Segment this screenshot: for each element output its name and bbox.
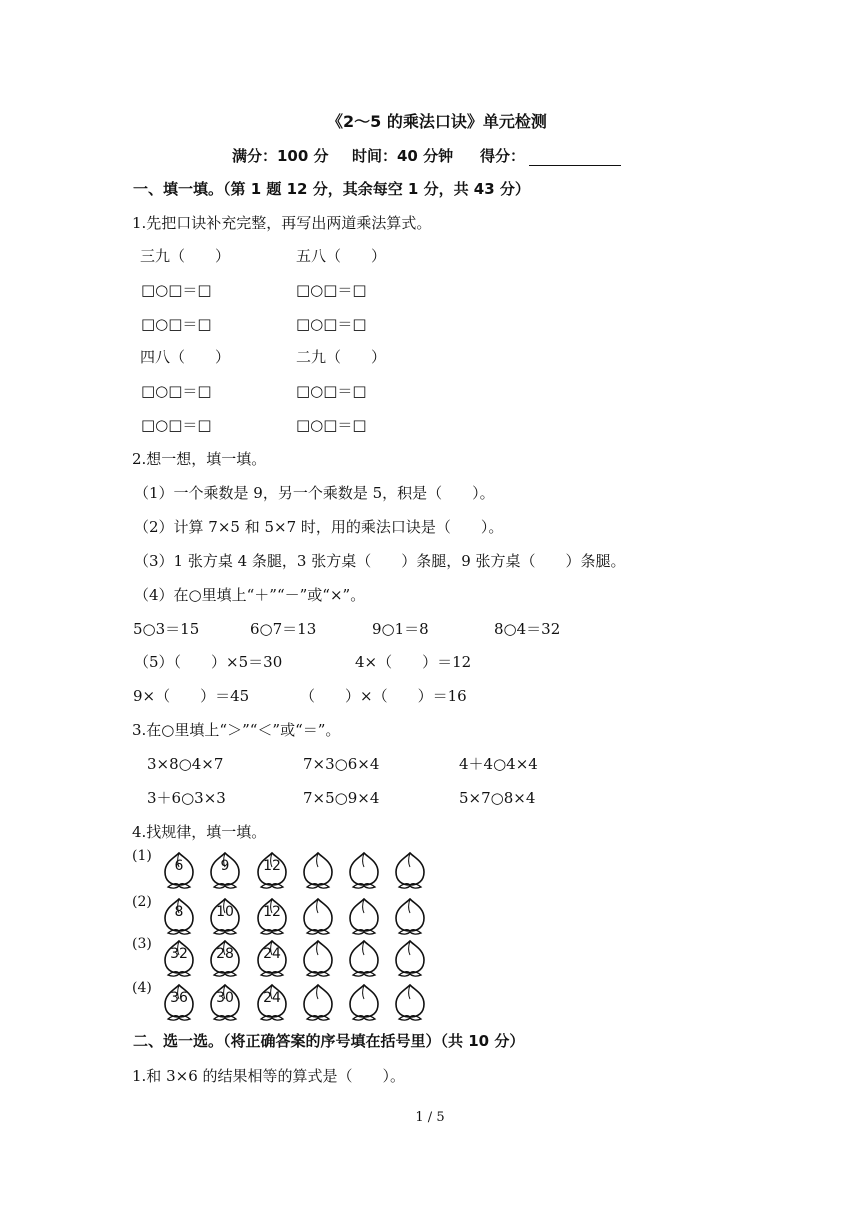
peach-given	[255, 850, 289, 890]
q1-eq-r4[interactable]: □○□＝□	[296, 416, 367, 434]
peach-blank[interactable]	[301, 850, 335, 890]
page-title: 《2～5 的乘法口诀》单元检测	[327, 112, 547, 131]
q4-prompt: 4.找规律，填一填。	[132, 823, 267, 841]
q3-cmp-2[interactable]: 7×3○6×4	[303, 755, 380, 773]
q1-eq-l2[interactable]: □○□＝□	[141, 315, 212, 333]
q2-sub2[interactable]: （2）计算 7×5 和 5×7 时，用的乘法口诀是（ ）。	[134, 518, 504, 536]
peach-number: 36	[170, 990, 188, 1006]
peach-given	[162, 982, 196, 1022]
peach-blank[interactable]	[393, 982, 427, 1022]
q1-left-mid[interactable]: 四八（ ）	[140, 348, 231, 366]
q1-eq-l3[interactable]: □○□＝□	[141, 382, 212, 400]
q2-sub5d[interactable]: （ ）×（ ）＝16	[300, 687, 467, 705]
q3-cmp-3[interactable]: 4＋4○4×4	[459, 755, 538, 773]
q2-sub1[interactable]: （1）一个乘数是 9，另一个乘数是 5，积是（ ）。	[134, 484, 495, 502]
q1-right-top[interactable]: 五八（ ）	[296, 247, 387, 265]
peach-number: 24	[263, 990, 281, 1006]
score-field[interactable]	[480, 146, 621, 166]
peach-number: 24	[263, 946, 281, 962]
full-score: 满分：100 分	[232, 147, 329, 165]
peach-blank[interactable]	[301, 982, 335, 1022]
q3-cmp-6[interactable]: 5×7○8×4	[459, 789, 536, 807]
peach-given	[255, 982, 289, 1022]
peach-given	[162, 850, 196, 890]
peach-given	[255, 938, 289, 978]
peach-given	[208, 896, 242, 936]
peach-blank[interactable]	[347, 938, 381, 978]
q2-prompt: 2.想一想，填一填。	[132, 450, 267, 468]
peach-number: 30	[216, 990, 234, 1006]
peach-given	[162, 896, 196, 936]
peach-blank[interactable]	[393, 938, 427, 978]
peach-given	[162, 938, 196, 978]
q3-cmp-4[interactable]: 3＋6○3×3	[147, 789, 226, 807]
page-number: 1 / 5	[415, 1110, 445, 1125]
peach-row-label: (2)	[132, 894, 152, 910]
peach-row-label: (4)	[132, 980, 152, 996]
peach-number: 10	[216, 904, 234, 920]
q2-op-4[interactable]: 8○4＝32	[494, 620, 561, 638]
peach-number: 32	[170, 946, 188, 962]
peach-blank[interactable]	[347, 850, 381, 890]
section1-heading: 一、填一填。（第 1 题 12 分，其余每空 1 分，共 43 分）	[133, 180, 530, 198]
q1-eq-r1[interactable]: □○□＝□	[296, 281, 367, 299]
s2-q1[interactable]: 1.和 3×6 的结果相等的算式是（ ）。	[132, 1067, 406, 1085]
peach-blank[interactable]	[347, 982, 381, 1022]
peach-blank[interactable]	[393, 850, 427, 890]
q2-op-1[interactable]: 5○3＝15	[133, 620, 200, 638]
time-limit: 时间：40 分钟	[352, 147, 454, 165]
q1-right-mid[interactable]: 二九（ ）	[296, 348, 387, 366]
q1-eq-l4[interactable]: □○□＝□	[141, 416, 212, 434]
peach-row-label: (3)	[132, 936, 152, 952]
peach-blank[interactable]	[347, 896, 381, 936]
score-label: 得分：	[480, 147, 526, 165]
q2-sub4: （4）在○里填上“＋”“－”或“×”。	[134, 586, 366, 604]
peach-number: 12	[263, 858, 281, 874]
peach-blank[interactable]	[301, 896, 335, 936]
peach-given	[208, 850, 242, 890]
q1-eq-r2[interactable]: □○□＝□	[296, 315, 367, 333]
section2-heading: 二、选一选。（将正确答案的序号填在括号里）（共 10 分）	[133, 1032, 525, 1050]
peach-blank[interactable]	[301, 938, 335, 978]
q2-op-2[interactable]: 6○7＝13	[250, 620, 317, 638]
peach-row-label: (1)	[132, 848, 152, 864]
q2-op-3[interactable]: 9○1＝8	[372, 620, 429, 638]
q3-cmp-1[interactable]: 3×8○4×7	[147, 755, 224, 773]
peach-number: 8	[174, 904, 184, 920]
peach-number: 9	[220, 858, 230, 874]
q3-cmp-5[interactable]: 7×5○9×4	[303, 789, 380, 807]
q2-sub5c[interactable]: 9×（ ）＝45	[133, 687, 250, 705]
peach-number: 12	[263, 904, 281, 920]
peach-given	[255, 896, 289, 936]
q2-sub5a[interactable]: （5）（ ）×5＝30	[134, 653, 283, 671]
peach-number: 6	[174, 858, 184, 874]
q2-sub5b[interactable]: 4×（ ）＝12	[355, 653, 472, 671]
peach-given	[208, 982, 242, 1022]
peach-number: 28	[216, 946, 234, 962]
score-blank[interactable]	[529, 149, 621, 166]
q1-left-top[interactable]: 三九（ ）	[140, 247, 231, 265]
q3-prompt: 3.在○里填上“＞”“＜”或“＝”。	[132, 721, 341, 739]
peach-given	[208, 938, 242, 978]
q1-eq-r3[interactable]: □○□＝□	[296, 382, 367, 400]
peach-blank[interactable]	[393, 896, 427, 936]
q2-sub3[interactable]: （3）1 张方桌 4 条腿，3 张方桌（ ）条腿，9 张方桌（ ）条腿。	[134, 552, 626, 570]
q1-eq-l1[interactable]: □○□＝□	[141, 281, 212, 299]
q1-prompt: 1.先把口诀补充完整，再写出两道乘法算式。	[132, 214, 432, 232]
